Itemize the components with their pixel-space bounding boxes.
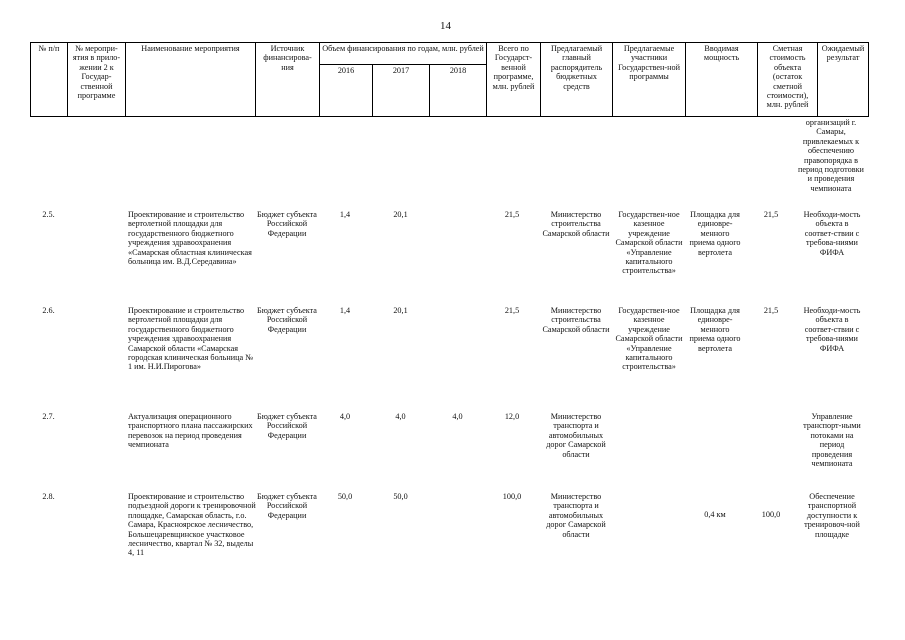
header-col-cost: Сметная стоимость объекта (остаток сметной стоимости), млн. рублей bbox=[758, 43, 818, 117]
header-col-no: № п/п bbox=[31, 43, 68, 117]
row-no: 2.7. bbox=[42, 412, 55, 421]
header-col-manager: Предлагаемый главный распорядитель бюджетных средств bbox=[541, 43, 613, 117]
row-source: Бюджет субъекта Российской Федерации bbox=[257, 412, 317, 440]
row-result: Необходи-мость объекта в соответ-ствии с требова-ниями ФИФА bbox=[803, 210, 861, 257]
row-cost: 21,5 bbox=[763, 306, 779, 315]
header-col-funding-group: Объем финансирования по годам, млн. рублей bbox=[320, 43, 487, 65]
row-y2017: 4,0 bbox=[395, 412, 406, 421]
row-no: 2.6. bbox=[42, 306, 55, 315]
row-total: 21,5 bbox=[504, 306, 520, 315]
row-manager: Министерство строительства Самарской области bbox=[542, 306, 610, 334]
row-y2017: 50,0 bbox=[393, 492, 408, 501]
row-no: 2.5. bbox=[42, 210, 55, 219]
row-source: Бюджет субъекта Российской Федерации bbox=[257, 210, 317, 238]
row-cost: 100,0 bbox=[761, 510, 781, 519]
row-name: Проектирование и строительство вертолетной площадки для государственного бюджетного учреждения здравоохранения Самарской области «Самарская городская клиническая больница № 1 им. Н.И.Пирогова» bbox=[128, 306, 254, 372]
row-result: Обеспечение транспортной доступности к тренировоч-ной площадке bbox=[804, 492, 860, 539]
header-col-source: Источник финансирова-ния bbox=[256, 43, 320, 117]
row-manager: Министерство транспорта и автомобильных дорог Самарской области bbox=[546, 492, 606, 539]
row-name: Проектирование и строительство подъездной дороги к тренировочной площадке, Самарская область, г.о. Самара, Красноярское лесничество, Большецаревщинское участковое лесничество, квартал № 32, выделы 4, 11 bbox=[128, 492, 256, 558]
row-capacity: Площадка для единовре-менного приема одного вертолета bbox=[689, 306, 741, 353]
header-col-participants: Предлагаемые участники Государствен-ной программы bbox=[613, 43, 686, 117]
row-manager: Министерство строительства Самарской области bbox=[542, 210, 610, 238]
row-y2017: 20,1 bbox=[393, 306, 408, 315]
row-result: Управление транспорт-ными потоками на период проведения чемпионата bbox=[803, 412, 861, 469]
row-cost: 21,5 bbox=[763, 210, 779, 219]
row-total: 21,5 bbox=[504, 210, 520, 219]
row-total: 12,0 bbox=[504, 412, 520, 421]
table-header bbox=[30, 42, 869, 117]
row-source: Бюджет субъекта Российской Федерации bbox=[257, 492, 317, 520]
header-col-total: Всего по Государст-венной программе, млн. рублей bbox=[487, 43, 541, 117]
row-name: Актуализация операционного транспортного плана пассажирских перевозок на период проведения чемпионата bbox=[128, 412, 253, 450]
header-col-event-no: № меропри-ятия в прило-жении 2 к Государ-ственной программе bbox=[68, 43, 126, 117]
row-y2016: 4,0 bbox=[339, 412, 351, 421]
row-participants: Государствен-ное казенное учреждение Самарской области «Управление капитального строительства» bbox=[615, 210, 683, 276]
row-y2016: 1,4 bbox=[339, 210, 351, 219]
header-col-year-2016: 2016 bbox=[320, 65, 373, 117]
row-source: Бюджет субъекта Российской Федерации bbox=[257, 306, 317, 334]
row-result: Необходи-мость объекта в соответ-ствии с требова-ниями ФИФА bbox=[803, 306, 861, 353]
header-col-name: Наименование мероприятия bbox=[126, 43, 256, 117]
row-total: 100,0 bbox=[502, 492, 522, 501]
row-participants: Государствен-ное казенное учреждение Самарской области «Управление капитального строительства» bbox=[615, 306, 683, 372]
row-manager: Министерство транспорта и автомобильных дорог Самарской области bbox=[546, 412, 606, 459]
header-col-year-2018: 2018 bbox=[430, 65, 487, 117]
page-number: 14 bbox=[440, 20, 451, 32]
row-capacity: 0,4 км bbox=[704, 510, 726, 519]
result-continuation: организаций г. Самары, привлекаемых к обеспечению правопорядка в период подготовки и проведения чемпионата bbox=[798, 118, 864, 193]
header-col-year-2017: 2017 bbox=[373, 65, 430, 117]
header-col-capacity: Вводимая мощность bbox=[686, 43, 758, 117]
row-y2017: 20,1 bbox=[393, 210, 408, 219]
row-name: Проектирование и строительство вертолетной площадки для государственного бюджетного учреждения здравоохранения «Самарская областная клиническая больница им. В.Д.Середавина» bbox=[128, 210, 252, 267]
row-y2016: 50,0 bbox=[337, 492, 353, 501]
row-y2016: 1,4 bbox=[339, 306, 351, 315]
row-no: 2.8. bbox=[42, 492, 55, 501]
row-capacity: Площадка для единовре-менного приема одного вертолета bbox=[689, 210, 741, 257]
header-col-result: Ожидаемый результат bbox=[818, 43, 869, 117]
row-y2018: 4,0 bbox=[452, 412, 463, 421]
